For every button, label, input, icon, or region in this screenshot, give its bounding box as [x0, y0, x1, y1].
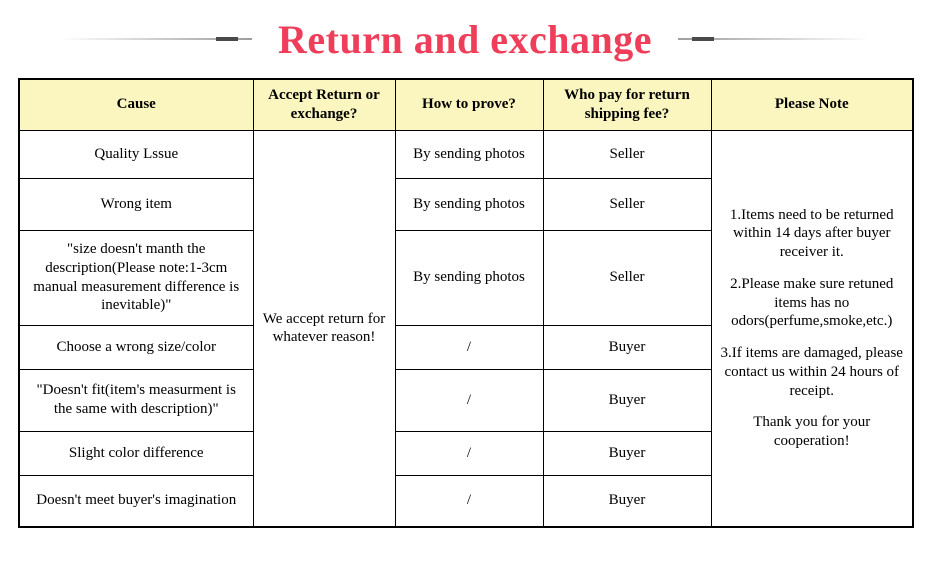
header-how-to-prove: How to prove? — [395, 79, 543, 130]
cell-how-to-prove: / — [395, 369, 543, 431]
cell-how-to-prove: / — [395, 475, 543, 527]
cell-cause: "Doesn't fit(item's measurment is the same with description)" — [19, 369, 253, 431]
header-cause: Cause — [19, 79, 253, 130]
title-dash-right — [692, 37, 714, 41]
cell-how-to-prove: / — [395, 431, 543, 475]
policy-table-head — [19, 79, 913, 130]
cell-how-to-prove: By sending photos — [395, 178, 543, 230]
cell-who-pays: Buyer — [543, 325, 711, 369]
cell-please-note — [711, 130, 913, 527]
cell-cause: Wrong item — [19, 178, 253, 230]
cell-cause: "size doesn't manth the description(Please note:1-3cm manual measurement difference is inevitable)" — [19, 230, 253, 325]
title-rule-right — [678, 38, 870, 40]
cell-cause: Quality Lssue — [19, 130, 253, 178]
cell-cause: Choose a wrong size/color — [19, 325, 253, 369]
note-item-4: Thank you for your cooperation! — [753, 414, 871, 450]
cell-how-to-prove: / — [395, 325, 543, 369]
cell-how-to-prove: By sending photos — [395, 130, 543, 178]
note-item-1: 1.Items need to be returned within 14 days after buyer receiver it. — [729, 206, 894, 261]
cell-accept-return: We accept return for whatever reason! — [253, 130, 395, 527]
cell-who-pays: Seller — [543, 230, 711, 325]
title-rule-left — [60, 38, 252, 40]
cell-who-pays: Buyer — [543, 475, 711, 527]
cell-cause: Doesn't meet buyer's imagination — [19, 475, 253, 527]
cell-who-pays: Seller — [543, 130, 711, 178]
header-please-note: Please Note — [711, 79, 913, 130]
table-row — [19, 130, 913, 178]
cell-who-pays: Seller — [543, 178, 711, 230]
page-title-row — [0, 0, 930, 78]
header-who-pays: Who pay for return shipping fee? — [543, 79, 711, 130]
page-title: Return and exchange — [278, 16, 652, 62]
note-item-2: 2.Please make sure retuned items has no odors(perfume,smoke,etc.) — [730, 275, 894, 330]
cell-cause: Slight color difference — [19, 431, 253, 475]
policy-table — [18, 78, 914, 528]
title-dash-left — [216, 37, 238, 41]
policy-table-wrap — [0, 78, 930, 528]
header-accept-return: Accept Return or exchange? — [253, 79, 395, 130]
cell-how-to-prove: By sending photos — [395, 230, 543, 325]
policy-table-body — [19, 130, 913, 527]
table-header-row — [19, 79, 913, 130]
note-item-3: 3.If items are damaged, please contact us within 24 hours of receipt. — [720, 345, 903, 399]
cell-who-pays: Buyer — [543, 431, 711, 475]
cell-who-pays: Buyer — [543, 369, 711, 431]
